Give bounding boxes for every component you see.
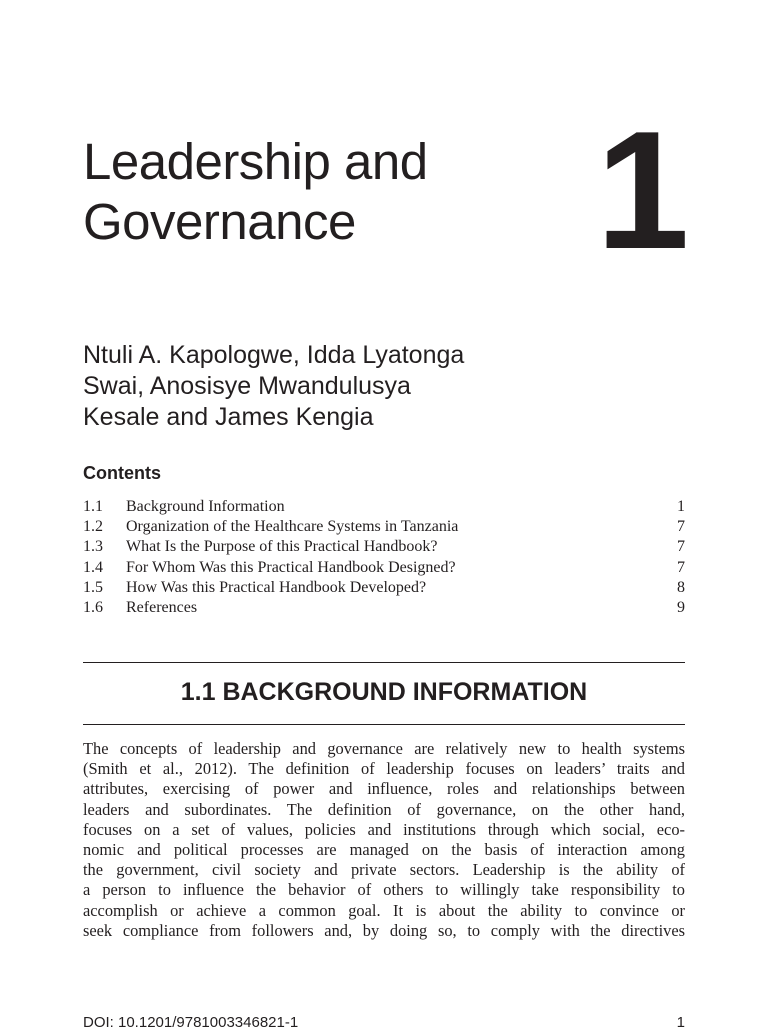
body-text-line: a person to influence the behavior of others to willingly take responsibility to [83,880,685,900]
body-text-line: seek compliance from followers and, by doing so, to comply with the directives [83,920,685,940]
toc-entry-title: For Whom Was this Practical Handbook Designed? [126,558,456,576]
toc-entry-number: 1.5 [83,578,103,596]
toc-entry-page: 9 [677,599,685,617]
toc-entry[interactable] [83,517,685,537]
toc-entry[interactable] [83,578,685,598]
toc-entry-title: How Was this Practical Handbook Developed? [126,578,427,596]
section-body [83,739,685,941]
author-line: Ntuli A. Kapologwe, Idda Lyatonga [83,341,465,369]
contents-heading: Contents [83,463,161,483]
body-text-line: (Smith et al., 2012). The definition of leadership focuses on leaders’ traits and [83,759,685,779]
author-line: Kesale and James Kengia [83,403,374,431]
toc-entry-title: References [126,599,198,617]
toc-entry-page: 7 [677,538,685,556]
toc-entry-page: 7 [677,518,685,536]
toc-entry-number: 1.3 [83,538,103,556]
toc-entry-page: 8 [677,578,685,596]
chapter-title-line: Leadership and [83,133,428,190]
toc-entry[interactable] [83,558,685,578]
body-text-line: leaders and subordinates. The definition of governance, on the other hand, [83,799,685,819]
body-text-line: accomplish or achieve a common goal. It is about the ability to convince or [83,900,685,920]
body-text-line: nomic and political processes are managed on the basis of interaction among [83,840,685,860]
body-text-line: the government, civil society and private sectors. Leadership is the ability of [83,860,685,880]
section-rule-top [83,662,685,663]
toc-entry[interactable] [83,497,685,517]
toc-entry-number: 1.1 [83,498,103,515]
page-number: 1 [676,1014,685,1031]
toc-entry[interactable] [83,598,685,618]
body-text-line: focuses on a set of values, policies and institutions through which social, eco- [83,819,685,839]
toc-entry-title: Background Information [126,498,285,515]
toc-entry-page: 7 [677,558,685,576]
toc-entry-title: Organization of the Healthcare Systems in Tanzania [126,518,459,536]
toc-entry-title: What Is the Purpose of this Practical Handbook? [126,538,438,556]
chapter-title-line: Governance [83,193,356,250]
toc-entry-page: 1 [677,498,685,515]
body-text-line: attributes, exercising of power and influence, roles and relationships between [83,779,685,799]
toc-entry-number: 1.4 [83,558,103,576]
toc-entry-number: 1.2 [83,518,103,536]
toc-entry[interactable] [83,537,685,557]
doi-footer: DOI: 10.1201/9781003346821-1 [83,1014,299,1031]
chapter-authors [83,340,464,433]
body-text-line: The concepts of leadership and governance are relatively new to health systems [83,739,685,758]
author-line: Swai, Anosisye Mwandulusya [83,372,411,400]
section-heading: 1.1 BACKGROUND INFORMATION [180,678,588,706]
chapter-title [83,132,428,252]
table-of-contents [83,497,685,618]
toc-entry-number: 1.6 [83,599,103,617]
chapter-number: 1 [596,96,686,284]
section-rule-bottom [83,724,685,725]
